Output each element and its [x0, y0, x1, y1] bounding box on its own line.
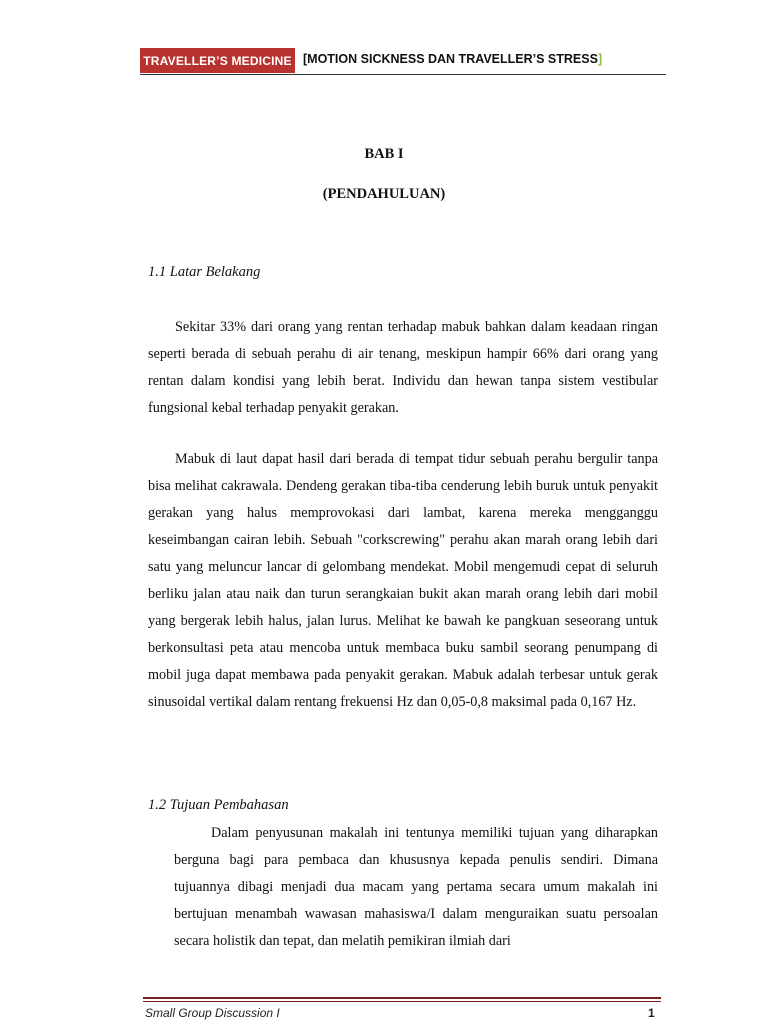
paragraph: Mabuk di laut dapat hasil dari berada di tempat tidur sebuah perahu bergulir tanpa bisa melihat cakrawala. Dendeng gerakan tiba-tiba cenderung lebih buruk untuk penyakit gerakan yang halus memprovokasi dari lambat, karena mereka mengganggu keseimbangan cairan lebih. Sebuah "corkscrewing" perahu akan marah orang lebih dari satu yang meluncur lancar di gelombang mendekat. Mobil mengemudi cepat di seluruh berliku jalan atau naik dan turun serangkaian bukit akan marah orang lebih dari mobil yang bergerak lebih halus, jalan lurus. Melihat ke bawah ke pangkuan seseorang untuk berkonsultasi peta atau mencoba untuk membaca buku sambil seorang penumpang di mobil juga dapat membawa pada penyakit gerakan. Mabuk adalah terbesar untuk gerak sinusoidal vertikal dalam rentang frekuensi Hz dan 0,05-0,8 maksimal pada 0,167 Hz. — [148, 451, 658, 710]
footer-divider-thin — [143, 1001, 661, 1002]
page-number: 1 — [648, 1006, 655, 1020]
chapter-number: BAB I — [364, 146, 404, 162]
header-title-main: [MOTION SICKNESS DAN TRAVELLER’S STRESS — [303, 52, 598, 66]
paragraph: Sekitar 33% dari orang yang rentan terhadap mabuk bahkan dalam keadaan ringan seperti berada di sebuah perahu di air tenang, meskipun hampir 66% dari orang yang rentan dalam kondisi yang lebih berat. Individu dan hewan tanpa sistem vestibular fungsional kebal terhadap penyakit gerakan. — [148, 319, 658, 416]
footer-course-title: Small Group Discussion I — [145, 1006, 280, 1020]
footer-divider — [143, 997, 661, 999]
header-title-bracket: ] — [597, 52, 603, 66]
chapter-title: (PENDAHULUAN) — [322, 186, 446, 202]
header-divider — [140, 74, 666, 75]
paragraph: Dalam penyusunan makalah ini tentunya memiliki tujuan yang diharapkan berguna bagi para pembaca dan khususnya kepada penulis sendiri. Dimana tujuannya dibagi menjadi dua macam yang pertama secara umum makalah ini bertujuan menambah wawasan mahasiswa/I dalam menguraikan suatu persoalan secara holistik dan tepat, dan melatih pemikiran ilmiah dari — [174, 825, 658, 949]
section-heading-tujuan-pembahasan: 1.2 Tujuan Pembahasan — [148, 797, 289, 813]
header-tag: TRAVELLER’S MEDICINE — [140, 48, 295, 73]
section-heading-latar-belakang: 1.1 Latar Belakang — [148, 264, 261, 280]
header-title — [303, 52, 602, 66]
